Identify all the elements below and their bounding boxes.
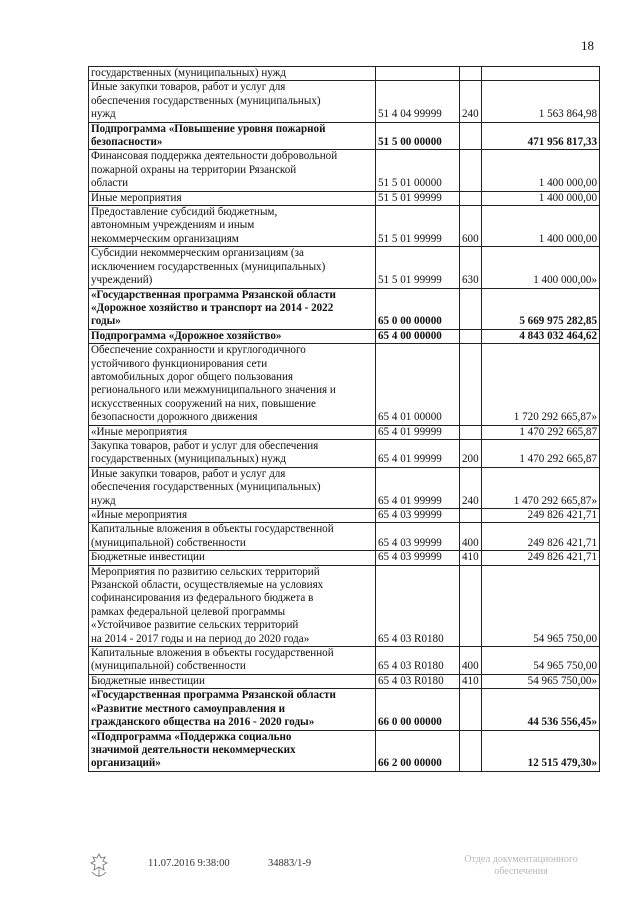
row-sum-cell: 249 826 421,71: [482, 523, 600, 551]
row-sum-cell: 1 470 292 665,87: [482, 425, 600, 439]
row-vr-cell: [460, 288, 482, 329]
row-sum-cell: 249 826 421,71: [482, 509, 600, 523]
row-code-cell: 65 4 01 99999: [376, 425, 460, 439]
table-row: [89, 206, 600, 247]
row-code-cell: 51 5 01 00000: [376, 150, 460, 191]
table-row: [89, 509, 600, 523]
row-code-cell: 51 4 04 99999: [376, 81, 460, 122]
coat-of-arms-icon: [88, 852, 110, 882]
row-name-cell: Обеспечение сохранности и круглогодичного устойчивого функционирования сети автомобильных дорог общего пользования регионального или межмуниципального значения и искусственных сооружений на них, повышение безопасности дорожного движения: [89, 344, 376, 425]
table-row: [89, 150, 600, 191]
row-vr-cell: [460, 122, 482, 150]
row-code-cell: 65 4 03 99999: [376, 551, 460, 565]
row-code-cell: 65 4 03 99999: [376, 523, 460, 551]
row-sum-cell: 1 470 292 665,87»: [482, 467, 600, 508]
row-sum-cell: 54 965 750,00: [482, 647, 600, 675]
row-code-cell: 65 4 01 99999: [376, 467, 460, 508]
row-vr-cell: 410: [460, 674, 482, 688]
row-vr-cell: [460, 509, 482, 523]
budget-table-body: [89, 67, 600, 772]
row-vr-cell: [460, 565, 482, 646]
row-vr-cell: [460, 329, 482, 343]
row-sum-cell: 12 515 479,30»: [482, 730, 600, 771]
table-row: [89, 523, 600, 551]
row-sum-cell: 1 400 000,00: [482, 206, 600, 247]
row-name-cell: Подпрограмма «Повышение уровня пожарной безопасности»: [89, 122, 376, 150]
row-name-cell: Иные закупки товаров, работ и услуг для обеспечения государственных (муниципальных) нужд: [89, 81, 376, 122]
row-code-cell: 65 4 03 R0180: [376, 674, 460, 688]
table-row: [89, 730, 600, 771]
row-vr-cell: 240: [460, 81, 482, 122]
row-name-cell: «Государственная программа Рязанской области «Развитие местного самоуправления и гражданского общества на 2016 - 2020 годы»: [89, 689, 376, 730]
row-name-cell: Иные мероприятия: [89, 191, 376, 205]
row-name-cell: Капитальные вложения в объекты государственной (муниципальной) собственности: [89, 647, 376, 675]
table-row: [89, 67, 600, 81]
row-vr-cell: [460, 67, 482, 81]
footer-doc-number: 34883/1-9: [268, 858, 312, 869]
row-vr-cell: [460, 150, 482, 191]
footer: [0, 852, 640, 892]
table-row: [89, 439, 600, 467]
row-name-cell: государственных (муниципальных) нужд: [89, 67, 376, 81]
row-vr-cell: 240: [460, 467, 482, 508]
row-vr-cell: [460, 344, 482, 425]
row-code-cell: 51 5 00 00000: [376, 122, 460, 150]
row-vr-cell: [460, 689, 482, 730]
row-sum-cell: 1 470 292 665,87: [482, 439, 600, 467]
row-name-cell: «Подпрограмма «Поддержка социально значимой деятельности некоммерческих организаций»: [89, 730, 376, 771]
row-code-cell: 65 4 03 R0180: [376, 565, 460, 646]
row-name-cell: Бюджетные инвестиции: [89, 551, 376, 565]
row-name-cell: Мероприятия по развитию сельских территорий Рязанской области, осуществляемые на условиях софинансирования из федерального бюджета в рамках федеральной целевой программы «Устойчивое развитие сельских территорий на 2014 - 2017 годы и на период до 2020 года»: [89, 565, 376, 646]
row-code-cell: [376, 67, 460, 81]
footer-date: 11.07.2016 9:38:00: [148, 858, 230, 869]
table-row: [89, 647, 600, 675]
row-sum-cell: 5 669 975 282,85: [482, 288, 600, 329]
footer-stamp: Отдел документационного обеспечения: [464, 854, 578, 877]
row-name-cell: «Государственная программа Рязанской области «Дорожное хозяйство и транспорт на 2014 - 2022 годы»: [89, 288, 376, 329]
row-vr-cell: 600: [460, 206, 482, 247]
row-sum-cell: 1 563 864,98: [482, 81, 600, 122]
row-name-cell: Капитальные вложения в объекты государственной (муниципальной) собственности: [89, 523, 376, 551]
row-sum-cell: 54 965 750,00: [482, 565, 600, 646]
row-code-cell: 65 4 01 99999: [376, 439, 460, 467]
row-vr-cell: [460, 191, 482, 205]
table-row: [89, 247, 600, 288]
table-row: [89, 674, 600, 688]
row-name-cell: Предоставление субсидий бюджетным, автономным учреждениям и иным некоммерческим организациям: [89, 206, 376, 247]
row-vr-cell: 630: [460, 247, 482, 288]
row-code-cell: 51 5 01 99999: [376, 191, 460, 205]
table-row: [89, 425, 600, 439]
table-row: [89, 122, 600, 150]
table-row: [89, 329, 600, 343]
table-row: [89, 81, 600, 122]
row-vr-cell: 400: [460, 523, 482, 551]
table-row: [89, 689, 600, 730]
row-sum-cell: 1 400 000,00: [482, 191, 600, 205]
row-code-cell: 65 4 03 99999: [376, 509, 460, 523]
row-name-cell: Субсидии некоммерческим организациям (за исключением государственных (муниципальных) учреждений): [89, 247, 376, 288]
row-vr-cell: 410: [460, 551, 482, 565]
row-name-cell: «Иные мероприятия: [89, 425, 376, 439]
table-row: [89, 288, 600, 329]
row-name-cell: Иные закупки товаров, работ и услуг для обеспечения государственных (муниципальных) нужд: [89, 467, 376, 508]
row-name-cell: Подпрограмма «Дорожное хозяйство»: [89, 329, 376, 343]
row-sum-cell: 4 843 032 464,62: [482, 329, 600, 343]
row-vr-cell: 400: [460, 647, 482, 675]
row-vr-cell: [460, 425, 482, 439]
table-row: [89, 191, 600, 205]
row-code-cell: 66 2 00 00000: [376, 730, 460, 771]
row-sum-cell: 249 826 421,71: [482, 551, 600, 565]
table-row: [89, 344, 600, 425]
row-code-cell: 51 5 01 99999: [376, 247, 460, 288]
row-name-cell: Закупка товаров, работ и услуг для обеспечения государственных (муниципальных) нужд: [89, 439, 376, 467]
row-sum-cell: 1 720 292 665,87»: [482, 344, 600, 425]
row-sum-cell: 1 400 000,00: [482, 150, 600, 191]
row-vr-cell: 200: [460, 439, 482, 467]
row-code-cell: 65 4 01 00000: [376, 344, 460, 425]
row-vr-cell: [460, 730, 482, 771]
row-name-cell: Бюджетные инвестиции: [89, 674, 376, 688]
table-row: [89, 565, 600, 646]
row-code-cell: 65 4 03 R0180: [376, 647, 460, 675]
table-row: [89, 551, 600, 565]
row-name-cell: «Иные мероприятия: [89, 509, 376, 523]
row-sum-cell: 44 536 556,45»: [482, 689, 600, 730]
row-code-cell: 65 0 00 00000: [376, 288, 460, 329]
budget-table: [88, 66, 600, 772]
row-sum-cell: 1 400 000,00»: [482, 247, 600, 288]
row-sum-cell: 471 956 817,33: [482, 122, 600, 150]
row-name-cell: Финансовая поддержка деятельности добровольной пожарной охраны на территории Рязанской области: [89, 150, 376, 191]
row-code-cell: 51 5 01 99999: [376, 206, 460, 247]
page-number: 18: [581, 38, 594, 53]
row-code-cell: 65 4 00 00000: [376, 329, 460, 343]
table-row: [89, 467, 600, 508]
row-code-cell: 66 0 00 00000: [376, 689, 460, 730]
row-sum-cell: 54 965 750,00»: [482, 674, 600, 688]
row-sum-cell: [482, 67, 600, 81]
